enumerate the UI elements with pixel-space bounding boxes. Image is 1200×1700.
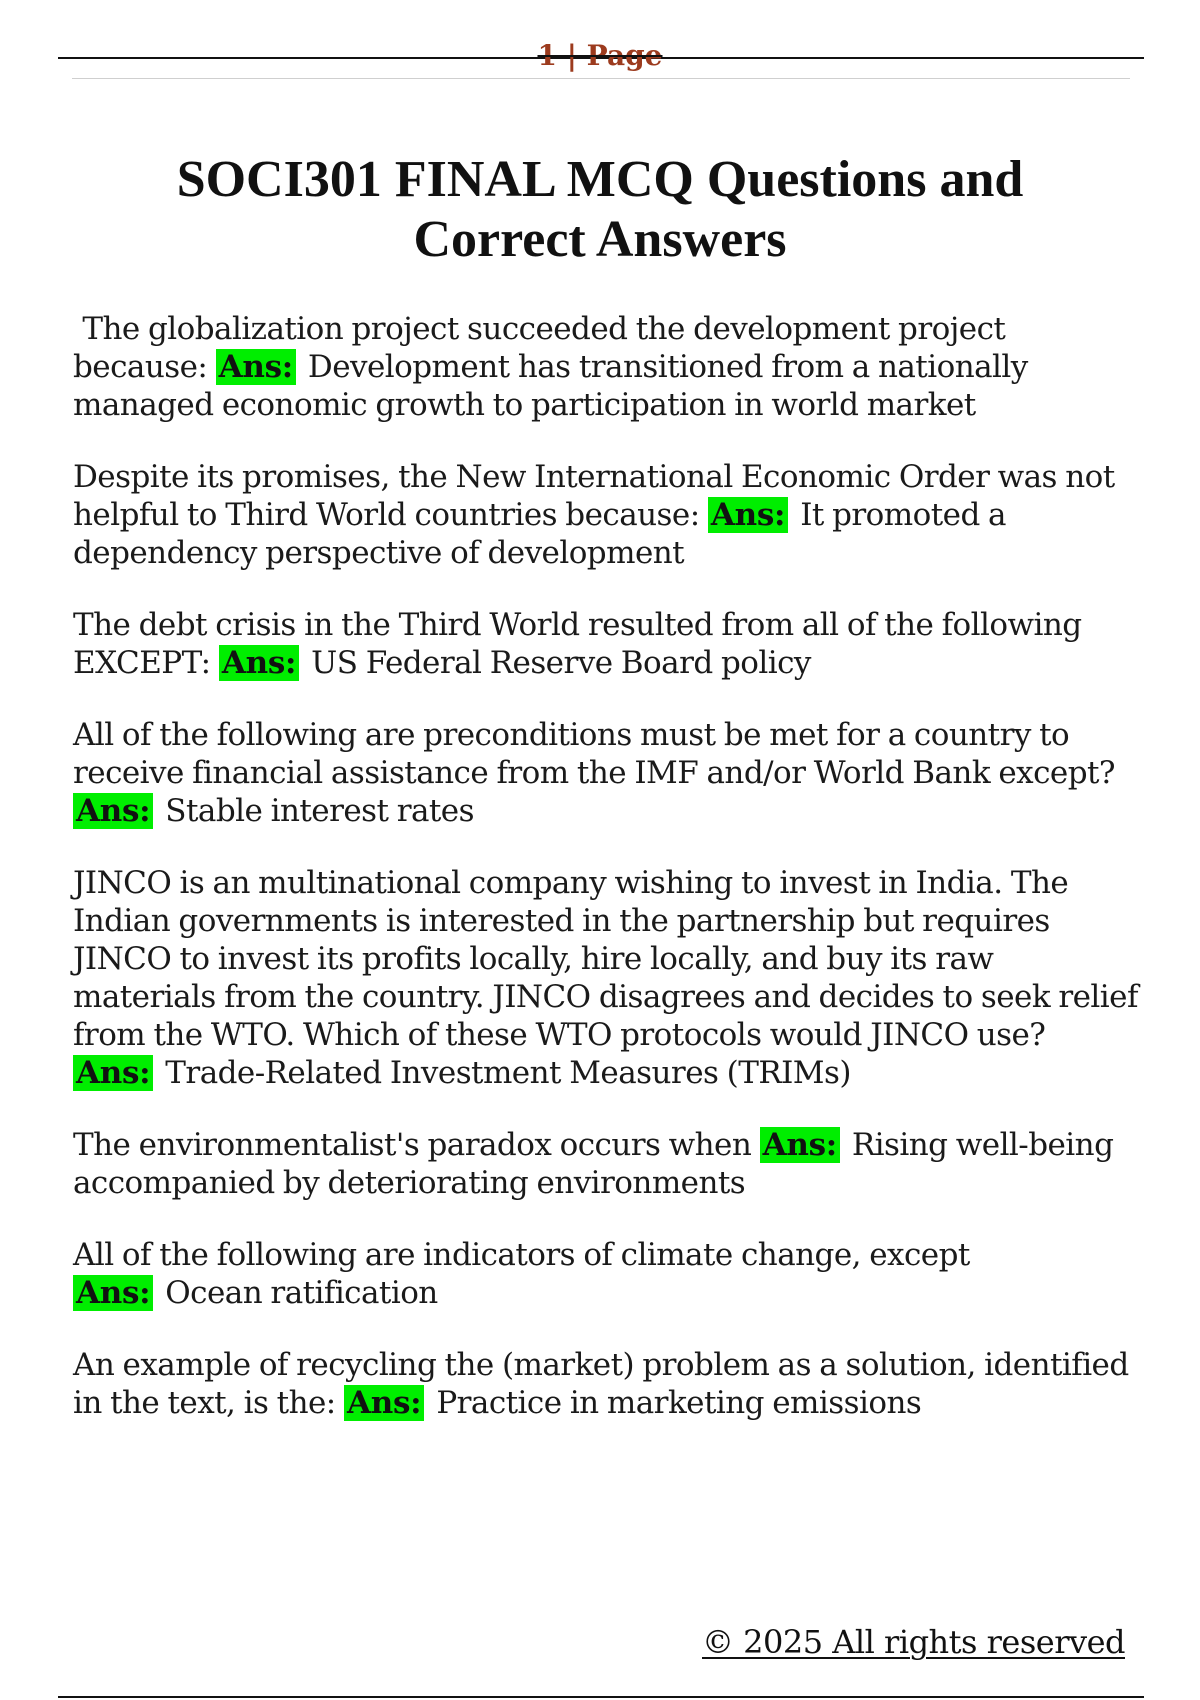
page-number: 1 | Page (537, 39, 663, 72)
question-text: All of the following are indicators of climate change, except (73, 1237, 970, 1273)
answer-label: Ans: (344, 1385, 424, 1421)
question-text: The globalization project succeeded the development project because: (73, 311, 1014, 385)
question-item (73, 310, 1138, 424)
question-text: All of the following are preconditions must be met for a country to receive financial assistance from the IMF and/or World Bank except? (73, 717, 1115, 791)
answer-label: Ans: (73, 1055, 153, 1091)
answer-label: Ans: (219, 645, 299, 681)
document-title: SOCI301 FINAL MCQ Questions and Correct Answers (176, 151, 1024, 268)
page-header (0, 0, 1200, 90)
question-text: The debt crisis in the Third World resulted from all of the following EXCEPT: (73, 607, 1090, 681)
answer-label: Ans: (708, 497, 788, 533)
question-item (73, 1346, 1138, 1422)
question-text: An example of recycling the (market) problem as a solution, identified in the text, is the: (73, 1347, 1137, 1421)
question-text: Despite its promises, the New International Economic Order was not helpful to Third World countries because: (73, 459, 1123, 533)
answer-text: Practice in marketing emissions (436, 1385, 922, 1421)
answer-text: Rising well-being accompanied by deteriorating environments (73, 1127, 1114, 1201)
question-item (73, 864, 1147, 1092)
answer-text: Stable interest rates (165, 793, 474, 829)
answer-label: Ans: (760, 1127, 840, 1163)
question-item (73, 1236, 1138, 1312)
footer-rule (58, 1696, 1144, 1698)
question-list (73, 310, 1147, 1456)
answer-text: US Federal Reserve Board policy (311, 645, 811, 681)
question-item (73, 1126, 1138, 1202)
answer-text: Trade-Related Investment Measures (TRIMs) (165, 1055, 851, 1091)
answer-text: Development has transitioned from a nationally managed economic growth to participation in world market (73, 349, 1028, 423)
question-item (73, 458, 1138, 572)
answer-text: It promoted a dependency perspective of development (73, 497, 1006, 571)
question-text: JINCO is an multinational company wishing to invest in India. The Indian governments is interested in the partnership but requires JINCO to invest its profits locally, hire locally, and buy its raw materials from the country. JINCO disagrees and decides to seek relief from the WTO. Which of these WTO protocols would JINCO use? (73, 865, 1147, 1053)
header-rule-light (72, 78, 1130, 79)
question-item (73, 606, 1138, 682)
answer-label: Ans: (73, 793, 153, 829)
question-text: The environmentalist's paradox occurs when (73, 1127, 752, 1163)
answer-label: Ans: (216, 349, 296, 385)
answer-label: Ans: (73, 1275, 153, 1311)
copyright-notice: © 2025 All rights reserved (702, 1623, 1125, 1661)
question-item (73, 716, 1138, 830)
answer-text: Ocean ratification (165, 1275, 438, 1311)
